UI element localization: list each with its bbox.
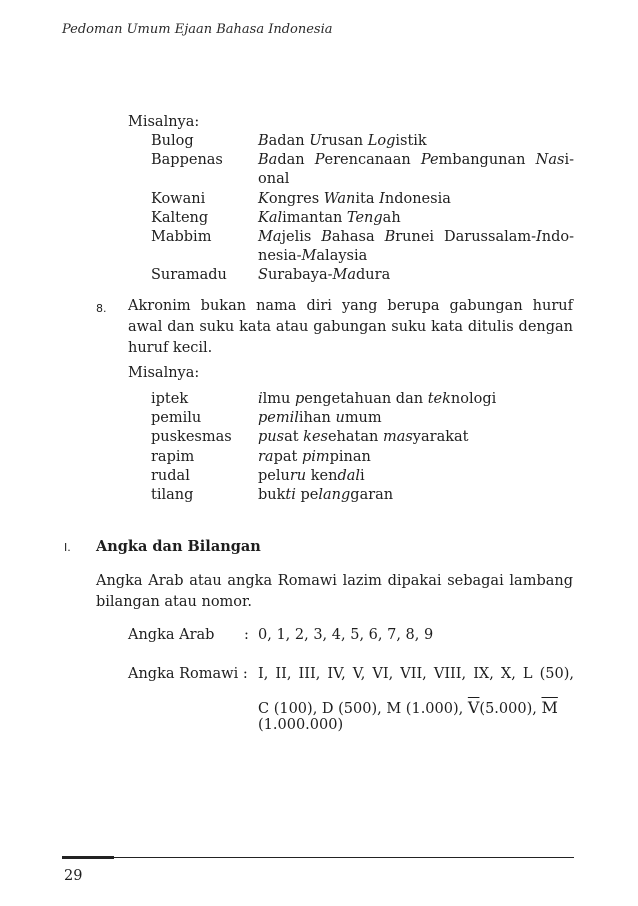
- acronym-meaning: ilmu pengetahuan dan teknologi: [258, 391, 497, 407]
- example-label: Misalnya:: [128, 365, 200, 381]
- romawi-label: Angka Romawi :: [128, 666, 248, 682]
- romawi-part-a: C (100), D (500), M (1.000),: [258, 701, 468, 717]
- section-letter: I.: [64, 541, 71, 554]
- acronym: tilang: [151, 487, 194, 503]
- acronym-meaning: pemilihan umum: [258, 410, 382, 427]
- romawi-part-b: (5.000),: [479, 701, 542, 717]
- acronym-meaning: Kongres Wanita Indonesia: [258, 190, 451, 207]
- acronym-meaning: Majelis Bahasa Brunei Darussalam-Indo-: [258, 229, 574, 245]
- acronym: Mabbim: [151, 229, 212, 245]
- acronym: rapim: [151, 448, 195, 465]
- item-number: 8.: [96, 302, 107, 315]
- arab-label: Angka Arab: [128, 627, 215, 643]
- acronym-meaning: onal: [258, 171, 290, 188]
- acronym-meaning: Surabaya-Madura: [258, 267, 391, 284]
- acronym-meaning: pusat kesehatan masyarakat: [258, 429, 469, 446]
- footer-rule-accent: [62, 856, 114, 859]
- arab-colon: :: [244, 627, 249, 643]
- acronym: Kowani: [151, 190, 206, 207]
- acronym: Bappenas: [151, 152, 223, 169]
- arab-value: 0, 1, 2, 3, 4, 5, 6, 7, 8, 9: [258, 627, 434, 643]
- acronym: iptek: [151, 391, 189, 407]
- romawi-line-3: (1.000.000): [258, 717, 344, 733]
- acronym-meaning: Badan Perencanaan Pembangunan Nasi-: [258, 152, 574, 169]
- item-8-text: Akronim bukan nama diri yang berupa gabungan huruf awal dan suku kata atau gabungan suku kata ditulis dengan huruf kecil.: [128, 298, 573, 356]
- acronym-meaning: Kalimantan Tengah: [258, 209, 401, 226]
- acronym: rudal: [151, 467, 190, 484]
- footer-rule: [62, 857, 574, 858]
- acronym-meaning: bukti pelanggaran: [258, 487, 394, 503]
- acronym-meaning: rapat pimpinan: [258, 448, 371, 465]
- acronym-meaning: nesia-Malaysia: [258, 248, 368, 265]
- overlined-m: $\overline{M}$: [541, 698, 558, 717]
- running-header: Pedoman Umum Ejaan Bahasa Indonesia: [62, 22, 333, 37]
- overlined-v: $\overline{V}$: [467, 698, 480, 717]
- acronym: Suramadu: [151, 267, 227, 284]
- example-label: Misalnya:: [128, 114, 200, 130]
- acronym: puskesmas: [151, 429, 232, 446]
- acronym-meaning: Badan Urusan Logistik: [258, 133, 427, 149]
- acronym-meaning: peluru kendali: [258, 467, 365, 484]
- acronym: Bulog: [151, 133, 194, 149]
- acronym: pemilu: [151, 410, 202, 427]
- section-intro: Angka Arab atau angka Romawi lazim dipakai sebagai lambang bilangan atau nomor.: [96, 573, 573, 610]
- section-title: Angka dan Bilangan: [96, 538, 261, 555]
- page-number: 29: [64, 868, 83, 884]
- romawi-line-1: I, II, III, IV, V, VI, VII, VIII, IX, X, L (50),: [258, 666, 574, 682]
- acronym: Kalteng: [151, 209, 209, 226]
